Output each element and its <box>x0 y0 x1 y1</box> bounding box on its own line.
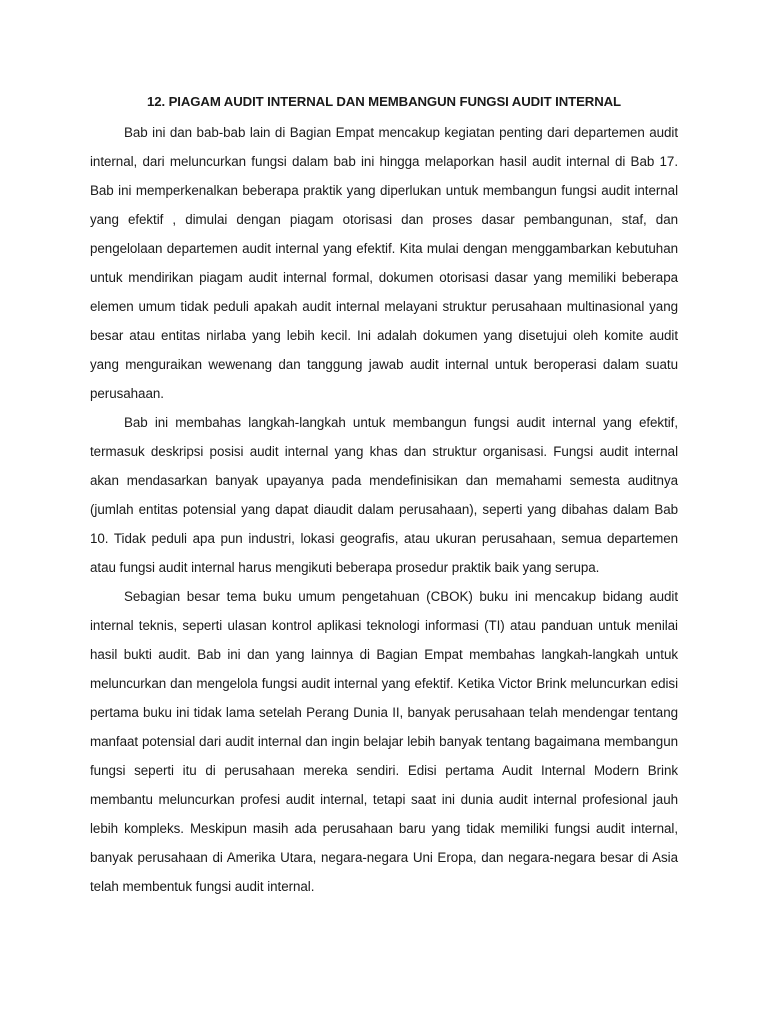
paragraph-3: Sebagian besar tema buku umum pengetahuan (CBOK) buku ini mencakup bidang audit internal teknis, seperti ulasan kontrol aplikasi teknologi informasi (TI) atau panduan untuk menilai hasil bukti audit. Bab ini dan yang lainnya di Bagian Empat membahas langkah-langkah untuk meluncurkan dan mengelola fungsi audit internal yang efektif. Ketika Victor Brink meluncurkan edisi pertama buku ini tidak lama setelah Perang Dunia II, banyak perusahaan telah mendengar tentang manfaat potensial dari audit internal dan ingin belajar lebih banyak tentang bagaimana membangun fungsi seperti itu di perusahaan mereka sendiri. Edisi pertama Audit Internal Modern Brink membantu meluncurkan profesi audit internal, tetapi saat ini dunia audit internal profesional jauh lebih kompleks. Meskipun masih ada perusahaan baru yang tidak memiliki fungsi audit internal, banyak perusahaan di Amerika Utara, negara-negara Uni Eropa, dan negara-negara besar di Asia telah membentuk fungsi audit internal. <box>90 589 678 894</box>
document-page <box>90 90 678 901</box>
paragraph-1: Bab ini dan bab-bab lain di Bagian Empat mencakup kegiatan penting dari departemen audit internal, dari meluncurkan fungsi dalam bab ini hingga melaporkan hasil audit internal di Bab 17. Bab ini memperkenalkan beberapa praktik yang diperlukan untuk membangun fungsi audit internal yang efektif , dimulai dengan piagam otorisasi dan proses dasar pembangunan, staf, dan pengelolaan departemen audit internal yang efektif. Kita mulai dengan menggambarkan kebutuhan untuk mendirikan piagam audit internal formal, dokumen otorisasi dasar yang memiliki beberapa elemen umum tidak peduli apakah audit internal melayani struktur perusahaan multinasional yang besar atau entitas nirlaba yang lebih kecil. Ini adalah dokumen yang disetujui oleh komite audit yang menguraikan wewenang dan tanggung jawab audit internal untuk beroperasi dalam suatu perusahaan. <box>90 125 678 401</box>
document-title: 12. PIAGAM AUDIT INTERNAL DAN MEMBANGUN FUNGSI AUDIT INTERNAL <box>146 94 622 109</box>
paragraph-2: Bab ini membahas langkah-langkah untuk membangun fungsi audit internal yang efektif, termasuk deskripsi posisi audit internal yang khas dan struktur organisasi. Fungsi audit internal akan mendasarkan banyak upayanya pada mendefinisikan dan memahami semesta auditnya (jumlah entitas potensial yang dapat diaudit dalam perusahaan), seperti yang dibahas dalam Bab 10. Tidak peduli apa pun industri, lokasi geografis, atau ukuran perusahaan, semua departemen atau fungsi audit internal harus mengikuti beberapa prosedur praktik baik yang serupa. <box>90 415 678 575</box>
